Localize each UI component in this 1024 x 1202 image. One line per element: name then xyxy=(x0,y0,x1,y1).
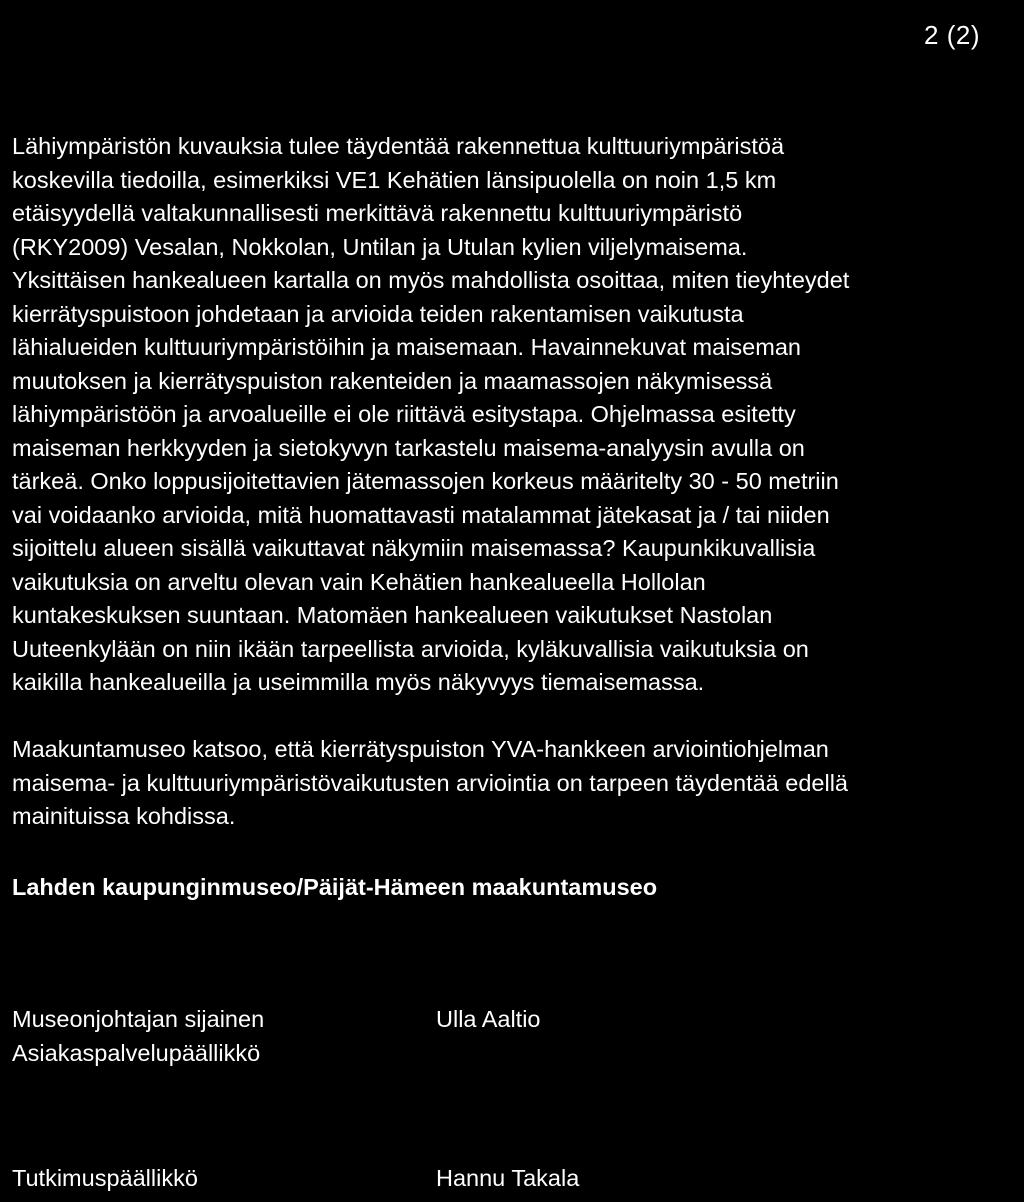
signatory-2-titles xyxy=(12,1162,198,1196)
signatory-1-title-1: Museonjohtajan sijainen xyxy=(12,1006,265,1032)
body-paragraph-landscape-assessment: Lähiympäristön kuvauksia tulee täydentää rakennettua kulttuuriympäristöä koskevilla tiedoilla, esimerkiksi VE1 Kehätien länsipuolella on noin 1,5 km etäisyydellä valtakunnallisesti merkittävä rakennettu kulttuuriympäristö (RKY2009) Vesalan, Nokkolan, Untilan ja Utulan kylien viljelymaisema. Yksittäisen hankealueen kartalla on myös mahdollista osoittaa, miten tieyhteydet kierrätyspuistoon johdetaan ja arvioida teiden rakentamisen vaikutusta lähialueiden kulttuuriympäristöihin ja maisemaan. Havainnekuvat maiseman muutoksen ja kierrätyspuiston rakenteiden ja maamassojen näkymisessä lähiympäristöön ja arvoalueille ei ole riittävä esitystapa. Ohjelmassa esitetty maiseman herkkyyden ja sietokyvyn tarkastelu maisema-analyysin avulla on tärkeä. Onko loppusijoitettavien jätemassojen korkeus määritelty 30 - 50 metriin vai voidaanko arvioida, mitä huomattavasti matalammat jätekasat ja / tai niiden sijoittelu alueen sisällä vaikuttavat näkymiin maisemassa? Kaupunkikuvallisia vaikutuksia on arveltu olevan vain Kehätien hankealueella Hollolan kuntakeskuksen suuntaan. Matomäen hankealueen vaikutukset Nastolan Uuteenkylään on niin ikään tarpeellista arvioida, kyläkuvallisia vaikutuksia on kaikilla hankealueilla ja useimmilla myös näkyvyys tiemaisemassa. xyxy=(12,133,850,695)
signatory-2-title-1: Tutkimuspäällikkö xyxy=(12,1165,198,1191)
signatory-1-titles xyxy=(12,1003,264,1070)
page-number: 2 (2) xyxy=(924,20,980,50)
signatory-2-name: Hannu Takala xyxy=(436,1165,580,1191)
signatory-1-title-2: Asiakaspalvelupäällikkö xyxy=(12,1039,261,1066)
body-paragraph-conclusion: Maakuntamuseo katsoo, että kierrätyspuiston YVA-hankkeen arviointiohjelman maisema- ja kulttuuriympäristövaikutusten arviointia on tarpeen täydentää edellä mainituissa kohdissa. xyxy=(12,736,849,829)
organization-name: Lahden kaupunginmuseo/Päijät-Hämeen maakuntamuseo xyxy=(12,874,658,900)
signatory-1-name: Ulla Aaltio xyxy=(436,1006,541,1032)
